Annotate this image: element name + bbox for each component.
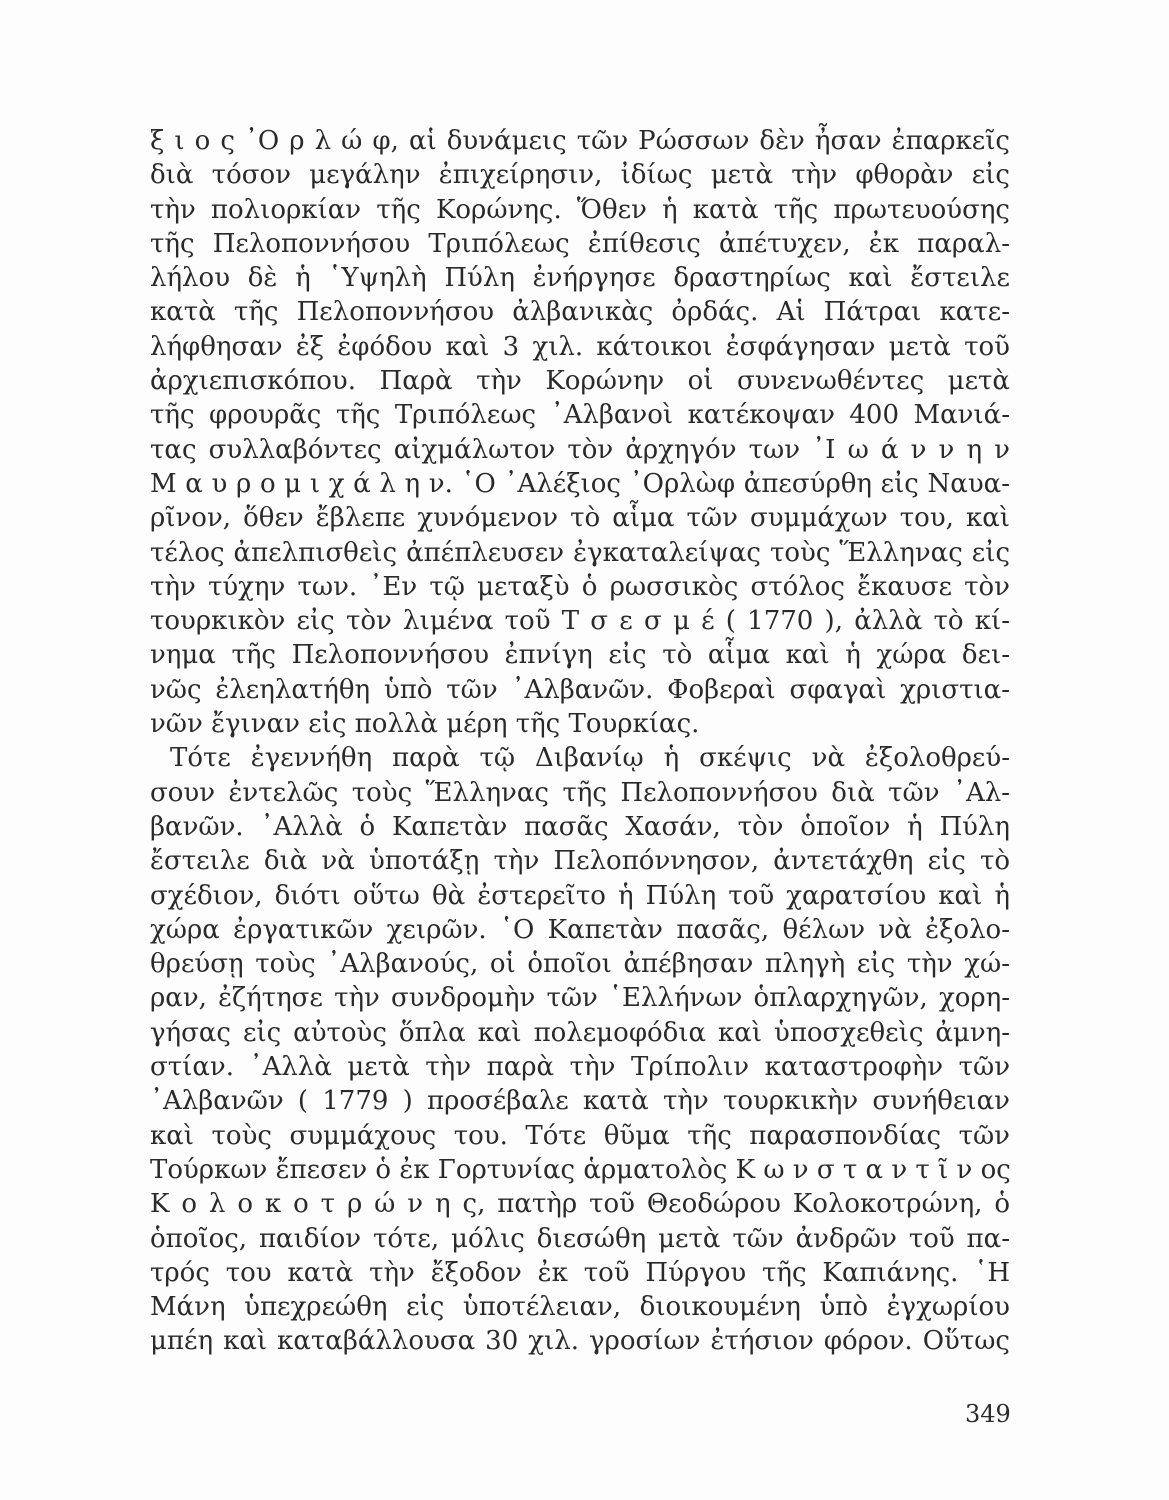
text-line: γήσας εἰς αὐτοὺς ὅπλα καὶ πολεμοφόδια καὶ ὑποσχεθεὶς ἀμνη- xyxy=(150,1017,1010,1048)
text-line: ραν, ἐζήτησε τὴν συνδρομὴν τῶν ῾Ελλήνων ὁπλαρχηγῶν, χορη- xyxy=(150,983,1010,1014)
text-line: τέλος ἀπελπισθεὶς ἀπέπλευσεν ἐγκαταλείψας τοὺς Ἕλληνας εἰς xyxy=(150,537,1010,568)
text-line: τὴν πολιορκίαν τῆς Κορώνης. Ὅθεν ἡ κατὰ τῆς πρωτευούσης xyxy=(150,194,1010,225)
text-line: Τούρκων ἔπεσεν ὁ ἐκ Γορτυνίας ἁρματολὸς Κ ω ν σ τ α ν τ ῖ ν ος xyxy=(150,1154,1011,1185)
text-line: ἔστειλε διὰ νὰ ὑποτάξῃ τὴν Πελοπόννησον, ἀντετάχθη εἰς τὸ xyxy=(150,846,1010,877)
text-line: σχέδιον, διότι οὕτω θὰ ἐστερεῖτο ἡ Πύλη τοῦ χαρατσίου καὶ ἡ xyxy=(150,880,1010,911)
page-number: 349 xyxy=(965,1400,1011,1428)
text-line: τρός του κατὰ τὴν ἔξοδον ἐκ τοῦ Πύργου τῆς Καπιάνης. ῾Η xyxy=(150,1257,1010,1288)
text-line: τῆς Πελοποννήσου Τριπόλεως ἐπίθεσις ἀπέτυχεν, ἐκ παραλ- xyxy=(150,228,1010,259)
text-line: τῆς φρουρᾶς τῆς Τριπόλεως ᾿Αλβανοὶ κατέκοψαν 400 Μανιά- xyxy=(150,400,1010,431)
body-text xyxy=(150,124,1010,1359)
paragraph-start-line: Τότε ἐγεννήθη παρὰ τῷ Διβανίῳ ἡ σκέψις νὰ ἐξολοθρεύ- xyxy=(170,743,1010,774)
text-line: στίαν. ᾿Αλλὰ μετὰ τὴν παρὰ τὴν Τρίπολιν καταστροφὴν τῶν xyxy=(150,1052,1010,1083)
text-line: ᾿Αλβανῶν ( 1779 ) προσέβαλε κατὰ τὴν τουρκικὴν συνήθειαν xyxy=(150,1086,1010,1117)
text-line: χώρα ἐργατικῶν χειρῶν. ῾Ο Καπετὰν πασᾶς, θέλων νὰ ἐξολο- xyxy=(150,914,1010,945)
text-line: βανῶν. ᾿Αλλὰ ὁ Καπετὰν πασᾶς Χασάν, τὸν ὁποῖον ἡ Πύλη xyxy=(150,811,1010,842)
text-line: θρεύσῃ τοὺς ᾿Αλβανούς, οἱ ὁποῖοι ἀπέβησαν πληγὴ εἰς τὴν χώ- xyxy=(150,949,1010,980)
text-line: νημα τῆς Πελοποννήσου ἐπνίγη εἰς τὸ αἷμα καὶ ἡ χώρα δει- xyxy=(150,640,1010,671)
text-line: λήφθησαν ἐξ ἐφόδου καὶ 3 χιλ. κάτοικοι ἐσφάγησαν μετὰ τοῦ xyxy=(150,331,1010,362)
text-line: τὴν τύχην των. ᾿Εν τῷ μεταξὺ ὁ ρωσσικὸς στόλος ἔκαυσε τὸν xyxy=(150,571,1010,602)
text-line: νῶς ἐλεηλατήθη ὑπὸ τῶν ᾿Αλβανῶν. Φοβεραὶ σφαγαὶ χριστια- xyxy=(150,674,1010,705)
text-line: ρῖνον, ὅθεν ἔβλεπε χυνόμενον τὸ αἷμα τῶν συμμάχων του, καὶ xyxy=(150,503,1010,534)
text-line: Κ ο λ ο κ ο τ ρ ώ ν η ς, πατὴρ τοῦ Θεοδώρου Κολοκοτρώνη, ὁ xyxy=(150,1189,1010,1220)
text-line: λήλου δὲ ἡ ῾Υψηλὴ Πύλη ἐνήργησε δραστηρίως καὶ ἔστειλε xyxy=(150,263,1010,294)
paragraph-end-line: νῶν ἔγιναν εἰς πολλὰ μέρη τῆς Τουρκίας. xyxy=(150,709,700,740)
text-line: διὰ τόσον μεγάλην ἐπιχείρησιν, ἰδίως μετὰ τὴν φθορὰν εἰς xyxy=(150,160,1010,191)
text-line: Μ α υ ρ ο μ ι χ ά λ η ν. ῾Ο ᾿Αλέξιος ᾿Ορλὼφ ἀπεσύρθη εἰς Ναυα- xyxy=(150,468,1010,499)
text-line: ξ ι ο ς ᾿Ο ρ λ ώ φ, αἱ δυνάμεις τῶν Ρώσσων δὲν ἦσαν ἐπαρκεῖς xyxy=(150,126,1010,156)
text-line: μπέη καὶ καταβάλλουσα 30 χιλ. γροσίων ἐτήσιον φόρον. Οὕτως xyxy=(150,1326,1010,1357)
text-line: Μάνη ὑπεχρεώθη εἰς ὑποτέλειαν, διοικουμένη ὑπὸ ἐγχωρίου xyxy=(150,1292,1010,1323)
text-line: τας συλλαβόντες αἰχμάλωτον τὸν ἀρχηγόν των ᾿Ι ω ά ν ν η ν xyxy=(150,434,1010,465)
text-line: σουν ἐντελῶς τοὺς Ἕλληνας τῆς Πελοποννήσου διὰ τῶν ᾿Αλ- xyxy=(150,777,1010,808)
text-line: ἀρχιεπισκόπου. Παρὰ τὴν Κορώνην οἱ συνενωθέντες μετὰ xyxy=(150,366,1010,397)
text-line: τουρκικὸν εἰς τὸν λιμένα τοῦ Τ σ ε σ μ έ ( 1770 ), ἀλλὰ τὸ κί- xyxy=(150,606,1010,637)
text-line: κατὰ τῆς Πελοποννήσου ἀλβανικὰς ὀρδάς. Αἱ Πάτραι κατε- xyxy=(150,297,1010,328)
text-line: καὶ τοὺς συμμάχους του. Τότε θῦμα τῆς παρασπονδίας τῶν xyxy=(150,1120,1010,1151)
text-line: ὁποῖος, παιδίον τότε, μόλις διεσώθη μετὰ τῶν ἀνδρῶν τοῦ πα- xyxy=(150,1223,1010,1254)
